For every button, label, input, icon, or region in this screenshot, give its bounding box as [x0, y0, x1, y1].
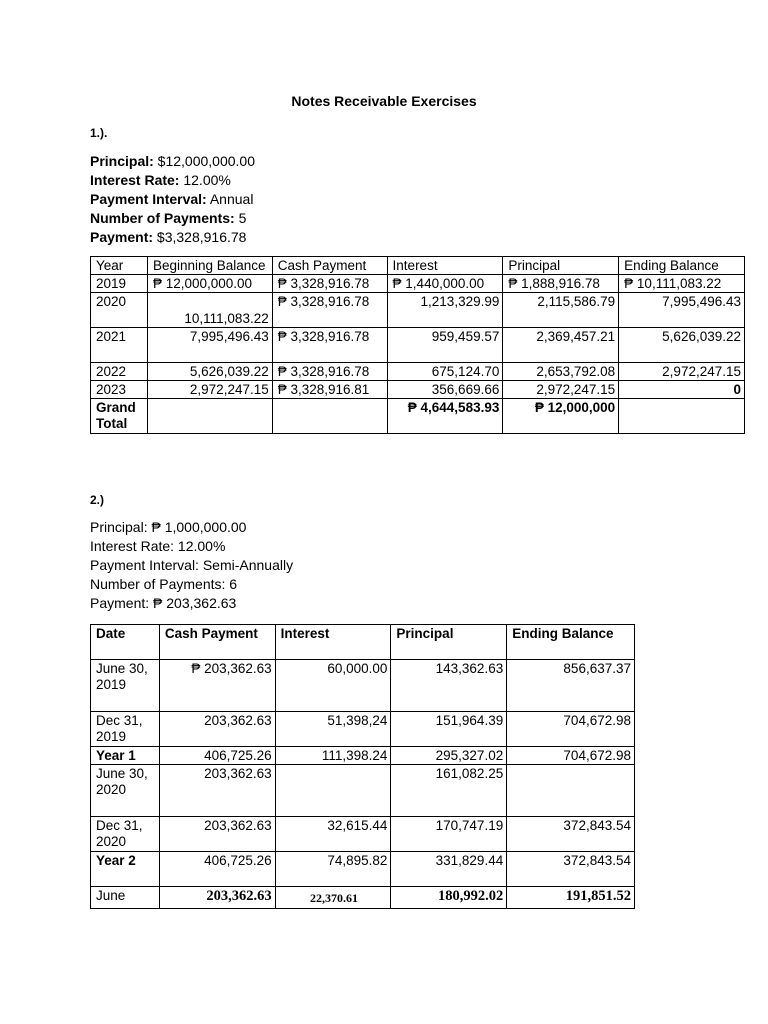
exercise-2-label: 2.): [90, 493, 105, 507]
table-cell: ₱ 1,440,000.00: [387, 275, 503, 293]
field-payment-interval: Payment Interval: Semi-Annually: [90, 557, 294, 573]
exercise-2-fields: [90, 518, 293, 613]
table-row: [91, 275, 745, 293]
table-cell: 22,370.61: [275, 887, 391, 909]
table-header-row: [91, 257, 745, 275]
table-cell: 74,895.82: [275, 852, 391, 887]
header-cell: Interest: [387, 257, 503, 275]
table-cell: 704,672.98: [507, 712, 635, 747]
table-cell: 10,111,083.22: [147, 293, 272, 328]
table-cell: 372,843.54: [507, 852, 635, 887]
table-cell: 170,747.19: [391, 817, 507, 852]
table-cell: ₱ 3,328,916.78: [272, 293, 387, 328]
table-cell: ₱ 3,328,916.81: [272, 381, 387, 399]
table-cell: ₱ 4,644,583.93: [387, 399, 503, 434]
table-cell: 2020: [91, 293, 148, 328]
table-row: [91, 660, 635, 712]
exercise-1-table: [90, 256, 745, 434]
table-cell: 51,398,24: [275, 712, 391, 747]
grand-total-row: [91, 399, 745, 434]
table-cell: June: [91, 887, 160, 909]
field-principal: Principal: $12,000,000.00: [90, 153, 256, 169]
table-row: [91, 328, 745, 363]
table-cell: 5,626,039.22: [147, 363, 272, 381]
table-cell: Year 2: [91, 852, 160, 887]
table-cell: 111,398.24: [275, 747, 391, 765]
table-cell: Dec 31, 2020: [91, 817, 160, 852]
header-cell: Ending Balance: [507, 625, 635, 660]
field-payment: Payment: $3,328,916.78: [90, 229, 247, 245]
table-cell: 203,362.63: [159, 765, 275, 817]
header-cell: Year: [91, 257, 148, 275]
table-cell: [619, 399, 745, 434]
document-title: Notes Receivable Exercises: [291, 93, 477, 109]
table-row: [91, 293, 745, 328]
table-row: [91, 712, 635, 747]
field-interest-rate: Interest Rate: 12.00%: [90, 172, 231, 188]
table-cell: Year 1: [91, 747, 160, 765]
table-row: [91, 747, 635, 765]
table-cell: 2,972,247.15: [619, 363, 745, 381]
table-cell: 7,995,496.43: [619, 293, 745, 328]
table-cell: 406,725.26: [159, 747, 275, 765]
field-number-of-payments: Number of Payments: 5: [90, 210, 247, 226]
table-cell: ₱ 10,111,083.22: [619, 275, 745, 293]
table-cell: 2,369,457.21: [503, 328, 619, 363]
field-number-of-payments: Number of Payments: 6: [90, 576, 238, 592]
table-cell: 2023: [91, 381, 148, 399]
exercise-1-label: 1.).: [90, 126, 108, 140]
table-cell: 143,362.63: [391, 660, 507, 712]
table-cell: 5,626,039.22: [619, 328, 745, 363]
header-cell: Interest: [275, 625, 391, 660]
table-cell: 7,995,496.43: [147, 328, 272, 363]
header-cell: Ending Balance: [619, 257, 745, 275]
field-payment-interval: Payment Interval: Annual: [90, 191, 254, 207]
table-cell: 331,829.44: [391, 852, 507, 887]
table-cell: [507, 765, 635, 817]
table-cell: 2,115,586.79: [503, 293, 619, 328]
table-cell: ₱ 12,000,000: [503, 399, 619, 434]
header-cell: Principal: [503, 257, 619, 275]
table-row: [91, 363, 745, 381]
table-cell: 180,992.02: [391, 887, 507, 909]
table-row: [91, 381, 745, 399]
table-cell: 704,672.98: [507, 747, 635, 765]
header-cell: Beginning Balance: [147, 257, 272, 275]
table-cell: Grand Total: [91, 399, 148, 434]
table-cell: [147, 399, 272, 434]
table-row: [91, 765, 635, 817]
table-cell: June 30, 2020: [91, 765, 160, 817]
table-cell: ₱ 3,328,916.78: [272, 328, 387, 363]
table-cell: 2021: [91, 328, 148, 363]
table-cell: 2,972,247.15: [503, 381, 619, 399]
table-cell: 2019: [91, 275, 148, 293]
table-cell: 203,362.63: [159, 887, 275, 909]
table-row: [91, 887, 635, 909]
table-cell: 161,082.25: [391, 765, 507, 817]
table-cell: [272, 399, 387, 434]
table-cell: [275, 765, 391, 817]
table-cell: ₱ 3,328,916.78: [272, 275, 387, 293]
table-cell: 356,669.66: [387, 381, 503, 399]
table-cell: 959,459.57: [387, 328, 503, 363]
table-cell: 1,213,329.99: [387, 293, 503, 328]
table-cell: 60,000.00: [275, 660, 391, 712]
table-cell: 0: [619, 381, 745, 399]
table-cell: 32,615.44: [275, 817, 391, 852]
field-payment: Payment: ₱ 203,362.63: [90, 595, 237, 611]
table-cell: 675,124.70: [387, 363, 503, 381]
table-cell: 2022: [91, 363, 148, 381]
table-cell: ₱ 1,888,916.78: [503, 275, 619, 293]
table-cell: 203,362.63: [159, 712, 275, 747]
table-cell: 406,725.26: [159, 852, 275, 887]
exercise-2-table: [90, 624, 635, 909]
table-cell: 151,964.39: [391, 712, 507, 747]
header-cell: Cash Payment: [159, 625, 275, 660]
table-cell: 295,327.02: [391, 747, 507, 765]
header-cell: Date: [91, 625, 160, 660]
table-cell: June 30, 2019: [91, 660, 160, 712]
table-cell: ₱ 203,362.63: [159, 660, 275, 712]
table-cell: 203,362.63: [159, 817, 275, 852]
header-cell: Cash Payment: [272, 257, 387, 275]
exercise-1-fields: [90, 152, 255, 247]
table-cell: ₱ 12,000,000.00: [147, 275, 272, 293]
table-cell: 372,843.54: [507, 817, 635, 852]
field-principal: Principal: ₱ 1,000,000.00: [90, 519, 247, 535]
header-cell: Principal: [391, 625, 507, 660]
field-interest-rate: Interest Rate: 12.00%: [90, 538, 226, 554]
table-cell: 856,637.37: [507, 660, 635, 712]
table-row: [91, 852, 635, 887]
table-cell: 2,653,792.08: [503, 363, 619, 381]
table-cell: 191,851.52: [507, 887, 635, 909]
table-row: [91, 817, 635, 852]
table-cell: 2,972,247.15: [147, 381, 272, 399]
table-header-row: [91, 625, 635, 660]
table-cell: ₱ 3,328,916.78: [272, 363, 387, 381]
table-cell: Dec 31, 2019: [91, 712, 160, 747]
